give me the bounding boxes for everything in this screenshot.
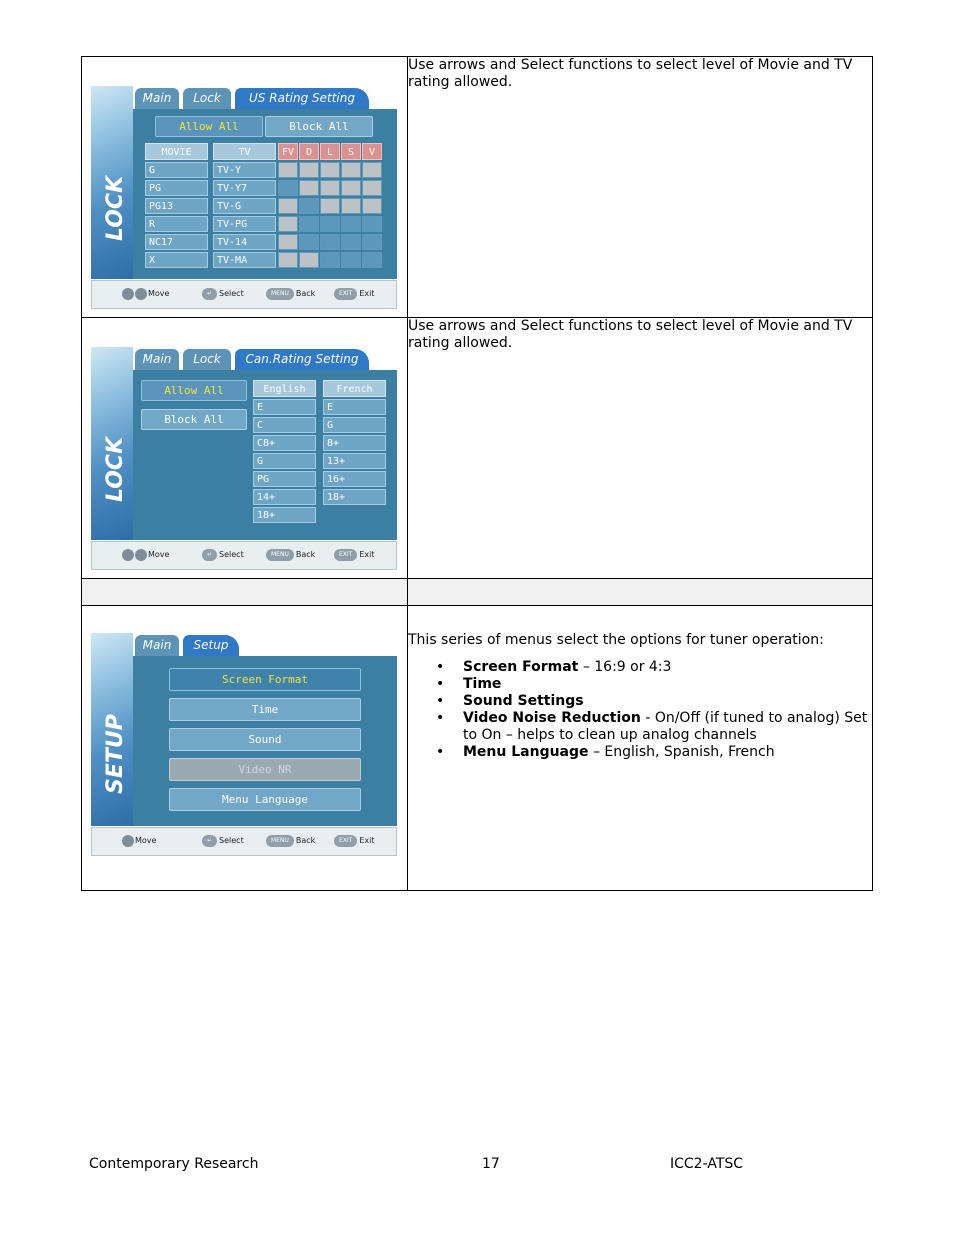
list-item: • Sound Settings [463,693,872,710]
menu-key: MENU [266,549,294,561]
list-item: • Screen Format – 16:9 or 4:3 [463,659,872,676]
rating-square[interactable] [341,180,361,196]
menu-item-sound[interactable]: Sound [169,728,361,751]
tab-can-rating-setting[interactable]: Can.Rating Setting [235,349,369,370]
svg-text:LOCK: LOCK [103,175,128,241]
rating-square[interactable] [362,198,382,214]
rating-grid [133,109,397,279]
content-header-s: S [341,143,361,160]
menu-item-menu-language[interactable]: Menu Language [169,788,361,811]
back-hint: MENU Back [266,287,315,301]
tv-rating-tv-y[interactable]: TV-Y [213,162,276,178]
enter-key-icon: ↵ [202,549,217,561]
can-rating-screen [91,347,397,570]
english-rating-pg[interactable]: PG [253,471,316,487]
setup-menu [133,656,397,826]
tab-setup[interactable]: Setup [183,635,239,656]
rating-square[interactable] [341,252,361,268]
options-list [408,659,872,761]
svg-text:SETUP: SETUP [103,714,128,794]
content-header-d: D [299,143,319,160]
french-rating-g[interactable]: G [323,417,386,433]
table-row [82,57,873,318]
rating-square[interactable] [278,198,298,214]
english-rating-18[interactable]: 18+ [253,507,316,523]
block-all-button[interactable]: Block All [265,116,373,137]
side-label [95,414,131,504]
content-header-v: V [362,143,382,160]
rating-square[interactable] [320,252,340,268]
rating-square[interactable] [278,234,298,250]
tv-rating-tv-pg[interactable]: TV-PG [213,216,276,232]
description-text: Use arrows and Select functions to select level of Movie and TV rating allowed. [408,57,853,90]
back-hint: MENU Back [266,548,315,562]
exit-key: EXIT [334,835,357,847]
block-all-button[interactable]: Block All [141,409,247,430]
side-panel [91,347,133,540]
empty-cell [82,579,408,606]
tab-us-rating-setting[interactable]: US Rating Setting [235,88,369,109]
tab-lock[interactable]: Lock [183,349,231,370]
french-rating-e[interactable]: E [323,399,386,415]
rating-square[interactable] [341,216,361,232]
movie-rating-r[interactable]: R [145,216,208,232]
tab-bar [133,633,397,656]
exit-key: EXIT [334,288,357,300]
enter-key-icon: ↵ [202,288,217,300]
key-help-bar [91,827,397,856]
english-rating-14[interactable]: 14+ [253,489,316,505]
rating-square[interactable] [320,180,340,196]
move-hint: Move [122,834,156,848]
movie-rating-g[interactable]: G [145,162,208,178]
rating-square[interactable] [341,234,361,250]
movie-rating-x[interactable]: X [145,252,208,268]
exit-hint: EXIT Exit [334,548,375,562]
list-item: • Video Noise Reduction - On/Off (if tuned to analog) Set to On – helps to clean up analog channels [463,710,872,744]
list-item: • Menu Language – English, Spanish, French [463,744,872,761]
english-rating-c[interactable]: C [253,417,316,433]
allow-all-button[interactable]: Allow All [141,380,247,401]
table-row [82,318,873,579]
french-rating-13[interactable]: 13+ [323,453,386,469]
rating-square[interactable] [320,162,340,178]
movie-column-header: MOVIE [145,143,208,160]
rating-square[interactable] [320,216,340,232]
movie-rating-pg13[interactable]: PG13 [145,198,208,214]
rating-square[interactable] [362,234,382,250]
table-row [82,606,873,891]
tab-main[interactable]: Main [135,349,179,370]
menu-key: MENU [266,288,294,300]
exit-key: EXIT [334,549,357,561]
side-label [95,153,131,243]
select-hint: ↵ Select [202,834,244,848]
screenshot-cell [82,318,408,579]
empty-cell [408,579,873,606]
rating-square[interactable] [299,198,319,214]
tab-lock[interactable]: Lock [183,88,231,109]
tv-rating-tv-g[interactable]: TV-G [213,198,276,214]
allow-all-button[interactable]: Allow All [155,116,263,137]
tv-rating-tv-14[interactable]: TV-14 [213,234,276,250]
move-hint: Move [122,287,169,301]
table-row-spacer [82,579,873,606]
tv-rating-tv-y7[interactable]: TV-Y7 [213,180,276,196]
rating-square[interactable] [362,252,382,268]
rating-square[interactable] [278,252,298,268]
english-column-header: English [253,380,316,397]
tv-rating-tv-ma[interactable]: TV-MA [213,252,276,268]
arrows-icon [135,288,147,300]
menu-item-video-nr: Video NR [169,758,361,781]
key-help-bar [91,280,397,309]
footer-company: Contemporary Research [89,1156,259,1172]
rating-square[interactable] [320,234,340,250]
rating-square[interactable] [278,180,298,196]
side-panel [91,86,133,279]
menu-item-screen-format[interactable]: Screen Format [169,668,361,691]
rating-square[interactable] [362,180,382,196]
content-header-l: L [320,143,340,160]
footer-page-number: 17 [482,1156,500,1172]
description-text: Use arrows and Select functions to select level of Movie and TV rating allowed. [408,318,853,351]
arrows-icon [122,288,134,300]
back-hint: MENU Back [266,834,315,848]
arrows-icon [122,549,134,561]
description-cell [408,318,873,579]
rating-square[interactable] [299,180,319,196]
side-panel [91,633,133,826]
description-cell [408,57,873,318]
exit-hint: EXIT Exit [334,834,375,848]
exit-hint: EXIT Exit [334,287,375,301]
rating-grid [133,370,397,540]
tab-bar [133,86,397,109]
tab-main[interactable]: Main [135,88,179,109]
enter-key-icon: ↵ [202,835,217,847]
select-hint: ↵ Select [202,548,244,562]
rating-square[interactable] [278,162,298,178]
rating-square[interactable] [278,216,298,232]
rating-square[interactable] [299,216,319,232]
list-item: • Time [463,676,872,693]
rating-square[interactable] [299,252,319,268]
menu-item-time[interactable]: Time [169,698,361,721]
rating-square[interactable] [299,234,319,250]
movie-rating-pg[interactable]: PG [145,180,208,196]
tab-bar [133,347,397,370]
french-column-header: French [323,380,386,397]
rating-square[interactable] [341,162,361,178]
french-rating-8[interactable]: 8+ [323,435,386,451]
svg-text:LOCK: LOCK [103,436,128,502]
rating-square[interactable] [362,162,382,178]
us-rating-screen [91,86,397,309]
rating-square[interactable] [341,198,361,214]
movie-rating-nc17[interactable]: NC17 [145,234,208,250]
content-table [81,56,873,891]
screenshot-cell [82,606,408,891]
screenshot-cell [82,57,408,318]
select-hint: ↵ Select [202,287,244,301]
setup-screen [91,633,397,856]
footer-model: ICC2-ATSC [670,1156,744,1172]
content-header-fv: FV [278,143,298,160]
side-label [95,686,131,796]
arrows-icon [135,549,147,561]
french-rating-18[interactable]: 18+ [323,489,386,505]
rating-square[interactable] [320,198,340,214]
rating-square[interactable] [299,162,319,178]
tv-column-header: TV [213,143,276,160]
description-text: This series of menus select the options for tuner operation: [408,632,824,648]
arrows-icon [122,835,134,847]
move-hint: Move [122,548,169,562]
english-rating-g[interactable]: G [253,453,316,469]
french-rating-16[interactable]: 16+ [323,471,386,487]
english-rating-c8[interactable]: C8+ [253,435,316,451]
menu-key: MENU [266,835,294,847]
key-help-bar [91,541,397,570]
description-cell [408,606,873,891]
tab-main[interactable]: Main [135,635,179,656]
english-rating-e[interactable]: E [253,399,316,415]
rating-square[interactable] [362,216,382,232]
